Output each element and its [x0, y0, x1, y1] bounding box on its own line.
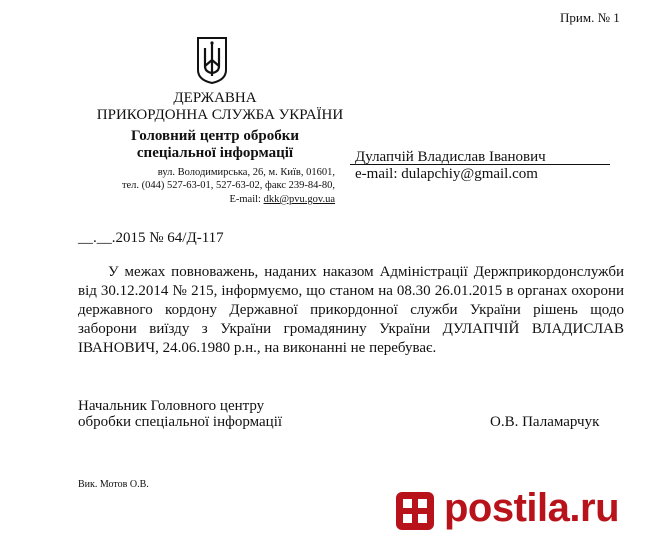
executor-note: Вик. Мотов О.В.	[78, 479, 149, 490]
recipient-name: Дулапчій Владислав Іванович	[355, 149, 546, 165]
signatory-title-line1: Начальник Головного центру	[78, 398, 265, 414]
recipient-underline	[350, 164, 610, 165]
recipient-email: e-mail: dulapchiy@gmail.com	[355, 166, 538, 182]
watermark-logo-icon	[396, 492, 434, 530]
org-name-line2: ПРИКОРДОННА СЛУЖБА УКРАЇНИ	[96, 107, 344, 123]
attachment-note: Прим. № 1	[560, 10, 620, 25]
org-email-label: E-mail:	[229, 194, 264, 205]
coat-of-arms-icon	[195, 36, 229, 84]
org-phones: тел. (044) 527-63-01, 527-63-02, факс 239-84-80,	[121, 180, 335, 191]
signatory-name: О.В. Паламарчук	[490, 414, 600, 430]
org-address: вул. Володимирська, 26, м. Київ, 01601,	[157, 167, 335, 178]
watermark-text: postila.ru	[444, 486, 620, 530]
org-dept-line1: Головний центр обробки	[130, 128, 300, 144]
org-email-link[interactable]: dkk@pvu.gov.ua	[263, 194, 335, 205]
org-name-line1: ДЕРЖАВНА	[173, 90, 257, 106]
letter-body	[78, 263, 624, 358]
document-number: __.__.2015 № 64/Д-117	[78, 230, 224, 246]
org-email-line	[229, 193, 335, 206]
letter-body-paragraph: У межах повноважень, наданих наказом Адміністрації Держприкордонслужби від 30.12.2014 № 215, інформуємо, що станом на 08.30 26.01.2015 в органах охорони державного кордону Державної прикордонної служби України рішень щодо заборони виїзду з України громадянину України ДУЛАПЧІЙ ВЛАДИСЛАВ ІВАНОВИЧ, 24.06.1980 р.н., на виконанні не перебуває.	[78, 264, 624, 356]
signatory-title-line2: обробки спеціальної інформації	[78, 414, 283, 430]
org-dept-line2: спеціальної інформації	[136, 145, 294, 161]
